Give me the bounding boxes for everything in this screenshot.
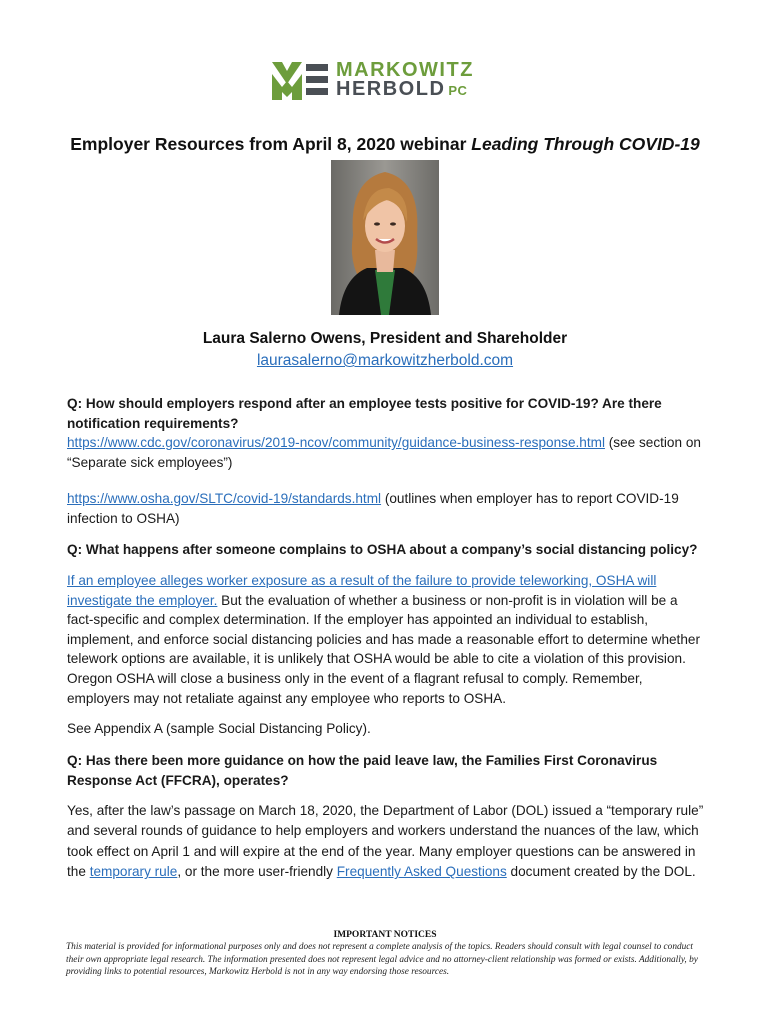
q2-question bbox=[67, 540, 707, 560]
speaker-name: Laura Salerno Owens, President and Shareholder bbox=[202, 330, 568, 347]
q3-question-text: Q: Has there been more guidance on how the paid leave law, the Families First Coronavirus Response Act (FFCRA), operates? bbox=[67, 753, 658, 788]
q1-question-text: Q: How should employers respond after an employee tests positive for COVID-19? Are there notification requirements? bbox=[67, 396, 662, 431]
notices-heading: IMPORTANT NOTICES bbox=[333, 930, 437, 940]
q3-answer-start: Yes, after the law’s passage on March 18, 2020, the Department of Labor (DOL) issued a “temporary rule” and several rounds of guidance to help employers and workers understand the nuances of the law, which took effect on April 1 and will expire at the end of the year. Many employer questions can be answered in the bbox=[67, 803, 704, 880]
speaker-photo bbox=[331, 160, 439, 315]
q3-question bbox=[67, 751, 707, 790]
logo-suffix: PC bbox=[448, 83, 468, 98]
logo-bars-icon bbox=[306, 64, 328, 100]
q3-answer bbox=[67, 801, 707, 883]
notices-body: This material is provided for informational purposes only and does not represent a complete analysis of the topics. Readers should consult with legal counsel to conduct their own appropriate legal research. The information presented does not represent legal advice and no attorney-client relationship was formed or exists. Additionally, by providing links to potential resources, Markowitz Herbold is not in any way endorsing those resources. bbox=[66, 942, 698, 978]
q1-answer-1-text: (see section on “Separate sick employees”) bbox=[67, 435, 701, 470]
temporary-rule-link[interactable]: temporary rule bbox=[89, 864, 178, 880]
q1-question bbox=[67, 394, 707, 433]
logo-line-1: MARKOWITZ bbox=[336, 59, 474, 81]
logo-mark-icon bbox=[272, 62, 302, 100]
q3-answer-end: document created by the DOL. bbox=[506, 864, 696, 880]
q2-appendix: See Appendix A (sample Social Distancing Policy). bbox=[67, 721, 371, 736]
page-title bbox=[0, 134, 770, 155]
logo-line-2-text: HERBOLD bbox=[336, 78, 446, 100]
logo-wordmark bbox=[336, 61, 474, 100]
faq-link[interactable]: Frequently Asked Questions bbox=[336, 864, 507, 880]
logo-line-2 bbox=[336, 80, 474, 100]
webinar-name: Leading Through COVID-19 bbox=[471, 134, 700, 154]
q2-question-text: Q: What happens after someone complains to OSHA about a company’s social distancing policy? bbox=[67, 542, 698, 557]
company-logo bbox=[272, 59, 502, 104]
q2-answer bbox=[67, 571, 707, 708]
osha-standards-link[interactable]: https://www.osha.gov/SLTC/covid-19/standards.html bbox=[67, 491, 382, 506]
q1-answer-2 bbox=[67, 489, 707, 528]
osha-investigate-link[interactable]: If an employee alleges worker exposure as a result of the failure to provide teleworking, OSHA will investigate the employer. bbox=[67, 573, 657, 608]
title-prefix: Employer Resources from April 8, 2020 webinar bbox=[70, 134, 472, 154]
q2-answer-text: But the evaluation of whether a business or non-profit is in violation will be a fact-specific and complex determination. If the employer has appointed an individual to establish, implement, and enforce social distancing policies and has made a reasonable effort to determine whether telework options are available, it is unlikely that OSHA would be able to cite a violation of this provision. Oregon OSHA will close a business only in the event of a flagrant refusal to comply. Remember, employers may not retaliate against any employee who reports to OSHA. bbox=[67, 592, 700, 706]
q3-answer-middle: , or the more user-friendly bbox=[177, 864, 337, 880]
q1-answer-1 bbox=[67, 433, 707, 472]
cdc-guidance-link[interactable]: https://www.cdc.gov/coronavirus/2019-ncov/community/guidance-business-response.html bbox=[67, 435, 605, 450]
speaker-email-link[interactable]: laurasalerno@markowitzherbold.com bbox=[256, 352, 514, 369]
q1-answer-2-text: (outlines when employer has to report COVID-19 infection to OSHA) bbox=[67, 491, 679, 526]
